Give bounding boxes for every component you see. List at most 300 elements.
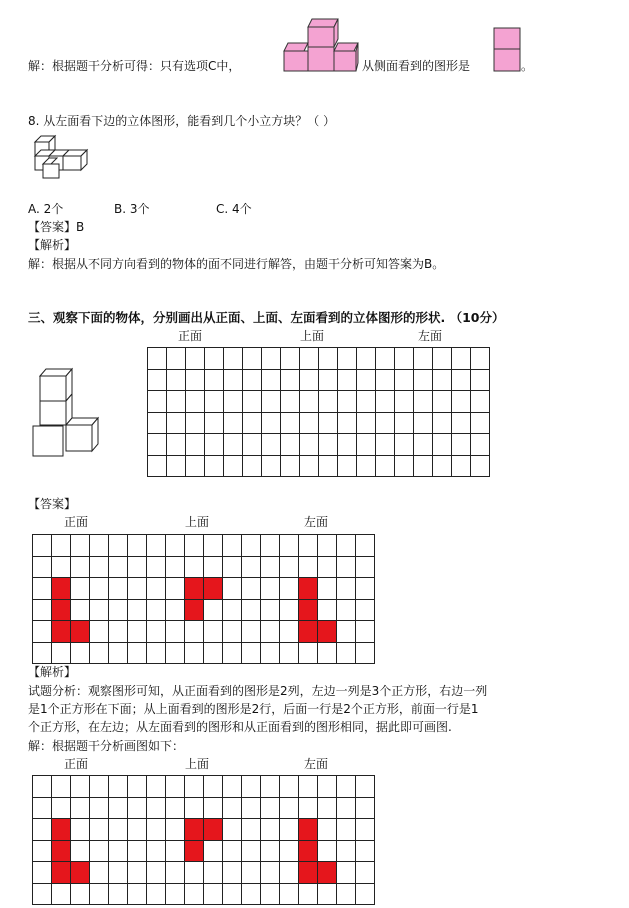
grid-cell (242, 557, 261, 579)
grid-cell[interactable] (300, 391, 319, 413)
grid-cell (90, 819, 109, 841)
grid-cell[interactable] (148, 434, 167, 456)
q8-question: 8. 从左面看下边的立体图形，能看到几个小立方块？（ ） (28, 114, 336, 128)
grid-cell (223, 841, 242, 863)
grid-cell[interactable] (148, 391, 167, 413)
grid-cell[interactable] (338, 370, 357, 392)
q8-analysis-label: 【解析】 (28, 238, 77, 252)
solution-label-left: 左面 (304, 757, 329, 771)
grid-cell[interactable] (148, 348, 167, 370)
grid-cell[interactable] (243, 434, 262, 456)
grid-cell[interactable] (300, 370, 319, 392)
grid-cell (33, 819, 52, 841)
grid-cell-filled (52, 841, 71, 863)
grid-cell[interactable] (414, 391, 433, 413)
q7-period: 。 (521, 59, 534, 73)
answer-label-left: 左面 (304, 515, 329, 529)
grid-cell[interactable] (243, 370, 262, 392)
grid-cell (204, 600, 223, 622)
grid-cell (223, 557, 242, 579)
grid-cell[interactable] (205, 413, 224, 435)
grid-cell[interactable] (319, 391, 338, 413)
grid-cell (109, 557, 128, 579)
grid-cell (147, 798, 166, 820)
grid-cell (280, 578, 299, 600)
grid-cell (71, 884, 90, 906)
grid-cell[interactable] (357, 391, 376, 413)
grid-cell[interactable] (148, 413, 167, 435)
grid-cell (242, 643, 261, 665)
grid-cell[interactable] (376, 391, 395, 413)
grid-cell (166, 776, 185, 798)
grid-cell[interactable] (243, 348, 262, 370)
grid-cell (33, 841, 52, 863)
grid-cell (337, 643, 356, 665)
grid-cell (356, 884, 375, 906)
q8-option-c: C. 4个 (216, 202, 252, 216)
grid-cell (90, 600, 109, 622)
grid-cell[interactable] (471, 434, 490, 456)
grid-cell[interactable] (262, 370, 281, 392)
grid-cell[interactable] (243, 456, 262, 478)
grid-cell[interactable] (224, 434, 243, 456)
view-label-left: 左面 (418, 329, 443, 343)
q8-cubes-figure (30, 134, 90, 182)
answer-grid (32, 534, 375, 664)
grid-cell (280, 557, 299, 579)
grid-cell (109, 884, 128, 906)
grid-cell-filled (299, 578, 318, 600)
grid-cell[interactable] (471, 370, 490, 392)
grid-cell (128, 862, 147, 884)
grid-cell (280, 841, 299, 863)
grid-cell (242, 600, 261, 622)
grid-cell (299, 776, 318, 798)
grid-cell (147, 535, 166, 557)
grid-cell (299, 884, 318, 906)
grid-cell (147, 841, 166, 863)
grid-cell[interactable] (262, 391, 281, 413)
grid-cell[interactable] (186, 413, 205, 435)
grid-cell[interactable] (433, 413, 452, 435)
grid-cell (337, 578, 356, 600)
grid-cell (109, 819, 128, 841)
grid-cell (318, 535, 337, 557)
section3-solution: 解：根据题干分析画图如下： (28, 739, 185, 753)
grid-cell[interactable] (319, 348, 338, 370)
grid-cell (337, 535, 356, 557)
grid-cell[interactable] (300, 434, 319, 456)
q8-solution: 解：根据从不同方向看到的物体的面不同进行解答，由题干分析可知答案为B。 (28, 257, 445, 271)
grid-cell[interactable] (395, 456, 414, 478)
grid-cell (52, 643, 71, 665)
grid-cell[interactable] (433, 348, 452, 370)
grid-cell[interactable] (414, 434, 433, 456)
grid-cell (204, 776, 223, 798)
grid-cell (90, 862, 109, 884)
grid-cell (33, 557, 52, 579)
grid-cell[interactable] (224, 391, 243, 413)
section3-answer-label: 【答案】 (28, 497, 77, 511)
grid-cell (356, 776, 375, 798)
solution-label-front: 正面 (64, 757, 89, 771)
grid-cell[interactable] (186, 434, 205, 456)
grid-cell (128, 535, 147, 557)
grid-cell (128, 798, 147, 820)
grid-cell[interactable] (205, 348, 224, 370)
grid-cell (337, 884, 356, 906)
grid-cell (223, 600, 242, 622)
grid-cell (52, 557, 71, 579)
grid-cell (185, 884, 204, 906)
grid-cell[interactable] (167, 456, 186, 478)
grid-cell[interactable] (148, 370, 167, 392)
grid-cell[interactable] (338, 456, 357, 478)
grid-cell-filled (52, 621, 71, 643)
grid-cell[interactable] (357, 370, 376, 392)
grid-cell (71, 798, 90, 820)
grid-cell (128, 557, 147, 579)
grid-cell (299, 557, 318, 579)
grid-cell[interactable] (281, 370, 300, 392)
grid-cell (299, 798, 318, 820)
grid-cell (318, 600, 337, 622)
grid-cell (166, 798, 185, 820)
grid-cell (185, 643, 204, 665)
grid-cell[interactable] (376, 370, 395, 392)
grid-cell (71, 776, 90, 798)
grid-cell (261, 578, 280, 600)
grid-cell (90, 535, 109, 557)
grid-cell (261, 621, 280, 643)
grid-cell-filled (318, 862, 337, 884)
grid-cell[interactable] (281, 434, 300, 456)
grid-cell (261, 535, 280, 557)
grid-cell (128, 819, 147, 841)
grid-cell (242, 841, 261, 863)
grid-cell (185, 798, 204, 820)
grid-cell[interactable] (262, 434, 281, 456)
grid-cell-filled (204, 819, 223, 841)
grid-cell (109, 798, 128, 820)
grid-cell (33, 578, 52, 600)
grid-cell (356, 600, 375, 622)
grid-cell (223, 535, 242, 557)
grid-cell (242, 621, 261, 643)
grid-cell (109, 776, 128, 798)
grid-cell[interactable] (376, 413, 395, 435)
grid-cell[interactable] (319, 456, 338, 478)
grid-cell (261, 643, 280, 665)
grid-cell[interactable] (395, 348, 414, 370)
grid-cell (52, 884, 71, 906)
grid-cell[interactable] (205, 456, 224, 478)
grid-cell (147, 643, 166, 665)
grid-cell (185, 557, 204, 579)
grid-cell[interactable] (376, 434, 395, 456)
grid-cell (242, 578, 261, 600)
grid-cell (128, 776, 147, 798)
grid-cell[interactable] (243, 413, 262, 435)
grid-cell (204, 557, 223, 579)
grid-cell[interactable] (452, 370, 471, 392)
grid-cell (223, 819, 242, 841)
grid-cell (90, 776, 109, 798)
grid-cell (109, 535, 128, 557)
grid-cell[interactable] (167, 348, 186, 370)
grid-cell[interactable] (224, 413, 243, 435)
pink-cubes-figure (282, 17, 360, 73)
grid-cell-filled (299, 600, 318, 622)
grid-cell (71, 600, 90, 622)
grid-cell-filled (185, 841, 204, 863)
grid-cell (280, 776, 299, 798)
grid-cell (318, 841, 337, 863)
grid-cell-filled (185, 819, 204, 841)
analysis-line-3: 个正方形，在左边；从左面看到的图形和从正面看到的图形相同，据此即可画图. (28, 720, 452, 734)
grid-cell[interactable] (433, 456, 452, 478)
grid-cell (71, 841, 90, 863)
grid-cell[interactable] (262, 348, 281, 370)
grid-cell (128, 841, 147, 863)
grid-cell[interactable] (414, 370, 433, 392)
grid-cell (280, 884, 299, 906)
grid-cell (109, 841, 128, 863)
grid-cell (356, 621, 375, 643)
grid-cell[interactable] (167, 391, 186, 413)
grid-cell (147, 600, 166, 622)
grid-cell[interactable] (433, 391, 452, 413)
grid-cell (318, 819, 337, 841)
grid-cell (128, 643, 147, 665)
grid-cell[interactable] (376, 348, 395, 370)
grid-cell (318, 643, 337, 665)
grid-cell[interactable] (471, 456, 490, 478)
grid-cell-filled (299, 862, 318, 884)
grid-cell[interactable] (186, 348, 205, 370)
grid-cell (204, 643, 223, 665)
grid-cell (337, 798, 356, 820)
grid-cell[interactable] (224, 456, 243, 478)
q8-option-b: B. 3个 (114, 202, 150, 216)
grid-cell[interactable] (471, 348, 490, 370)
grid-cell[interactable] (224, 348, 243, 370)
grid-cell[interactable] (414, 456, 433, 478)
grid-cell (166, 621, 185, 643)
grid-cell[interactable] (338, 434, 357, 456)
grid-cell[interactable] (300, 456, 319, 478)
grid-cell (128, 578, 147, 600)
grid-cell (280, 643, 299, 665)
view-label-top: 上面 (300, 329, 325, 343)
grid-cell (223, 798, 242, 820)
grid-cell (166, 600, 185, 622)
grid-cell (261, 862, 280, 884)
grid-cell (223, 884, 242, 906)
answer-label-front: 正面 (64, 515, 89, 529)
grid-cell (356, 798, 375, 820)
grid-cell (356, 819, 375, 841)
grid-cell (147, 862, 166, 884)
grid-cell[interactable] (167, 434, 186, 456)
grid-cell (337, 862, 356, 884)
empty-drawing-grid[interactable] (147, 347, 490, 477)
grid-cell-filled (71, 862, 90, 884)
grid-cell (242, 884, 261, 906)
grid-cell[interactable] (395, 370, 414, 392)
grid-cell[interactable] (281, 348, 300, 370)
grid-cell (147, 884, 166, 906)
grid-cell[interactable] (167, 413, 186, 435)
grid-cell-filled (299, 841, 318, 863)
grid-cell[interactable] (414, 348, 433, 370)
grid-cell[interactable] (414, 413, 433, 435)
grid-cell (166, 862, 185, 884)
grid-cell[interactable] (262, 413, 281, 435)
grid-cell[interactable] (319, 434, 338, 456)
grid-cell (52, 776, 71, 798)
section3-cubes-figure (30, 366, 100, 462)
grid-cell (299, 643, 318, 665)
grid-cell (261, 798, 280, 820)
grid-cell[interactable] (281, 413, 300, 435)
grid-cell[interactable] (338, 413, 357, 435)
analysis-line-1: 试题分析：观察图形可知，从正面看到的图形是2列，左边一列是3个正方形，右边一列 (28, 684, 488, 698)
grid-cell (128, 621, 147, 643)
grid-cell (318, 884, 337, 906)
grid-cell[interactable] (433, 434, 452, 456)
grid-cell (204, 862, 223, 884)
grid-cell (356, 643, 375, 665)
grid-cell (128, 884, 147, 906)
grid-cell-filled (185, 578, 204, 600)
grid-cell (90, 578, 109, 600)
grid-cell (337, 621, 356, 643)
grid-cell[interactable] (452, 413, 471, 435)
grid-cell (261, 600, 280, 622)
grid-cell (147, 819, 166, 841)
grid-cell-filled (204, 578, 223, 600)
grid-cell (109, 578, 128, 600)
grid-cell[interactable] (395, 391, 414, 413)
grid-cell (109, 862, 128, 884)
grid-cell (166, 841, 185, 863)
grid-cell (242, 819, 261, 841)
analysis-line-2: 是1个正方形在下面；从上面看到的图形是2行，后面一行是2个正方形，前面一行是1 (28, 702, 479, 716)
grid-cell (337, 776, 356, 798)
grid-cell-filled (52, 862, 71, 884)
grid-cell (261, 884, 280, 906)
grid-cell[interactable] (205, 370, 224, 392)
grid-cell[interactable] (205, 434, 224, 456)
grid-cell[interactable] (357, 434, 376, 456)
grid-cell (337, 819, 356, 841)
grid-cell[interactable] (319, 413, 338, 435)
grid-cell (147, 578, 166, 600)
grid-cell[interactable] (262, 456, 281, 478)
grid-cell (223, 862, 242, 884)
grid-cell (90, 884, 109, 906)
grid-cell-filled (71, 621, 90, 643)
grid-cell (242, 798, 261, 820)
grid-cell (33, 600, 52, 622)
grid-cell (109, 621, 128, 643)
grid-cell[interactable] (433, 370, 452, 392)
grid-cell[interactable] (205, 391, 224, 413)
grid-cell[interactable] (357, 348, 376, 370)
q8-option-a: A. 2个 (28, 202, 64, 216)
grid-cell (280, 535, 299, 557)
grid-cell (128, 600, 147, 622)
view-label-front: 正面 (178, 329, 203, 343)
grid-cell (280, 862, 299, 884)
grid-cell (223, 578, 242, 600)
grid-cell[interactable] (224, 370, 243, 392)
grid-cell (356, 578, 375, 600)
grid-cell (299, 535, 318, 557)
grid-cell[interactable] (243, 391, 262, 413)
grid-cell[interactable] (148, 456, 167, 478)
grid-cell (90, 798, 109, 820)
grid-cell[interactable] (186, 391, 205, 413)
grid-cell (90, 643, 109, 665)
grid-cell (185, 535, 204, 557)
grid-cell (71, 557, 90, 579)
grid-cell (318, 798, 337, 820)
grid-cell[interactable] (319, 370, 338, 392)
grid-cell (185, 621, 204, 643)
grid-cell[interactable] (357, 456, 376, 478)
grid-cell[interactable] (281, 456, 300, 478)
grid-cell[interactable] (338, 391, 357, 413)
grid-cell[interactable] (186, 370, 205, 392)
grid-cell[interactable] (471, 413, 490, 435)
grid-cell[interactable] (167, 370, 186, 392)
grid-cell[interactable] (300, 348, 319, 370)
grid-cell[interactable] (452, 391, 471, 413)
grid-cell (242, 862, 261, 884)
grid-cell (280, 621, 299, 643)
grid-cell (33, 535, 52, 557)
grid-cell[interactable] (452, 348, 471, 370)
grid-cell (71, 578, 90, 600)
grid-cell[interactable] (452, 434, 471, 456)
grid-cell[interactable] (395, 413, 414, 435)
grid-cell (33, 621, 52, 643)
grid-cell[interactable] (357, 413, 376, 435)
grid-cell (185, 776, 204, 798)
grid-cell (204, 884, 223, 906)
grid-cell (280, 798, 299, 820)
grid-cell (261, 557, 280, 579)
grid-cell[interactable] (281, 391, 300, 413)
grid-cell (318, 557, 337, 579)
section3-analysis-label: 【解析】 (28, 665, 77, 679)
grid-cell[interactable] (471, 391, 490, 413)
grid-cell[interactable] (338, 348, 357, 370)
grid-cell[interactable] (300, 413, 319, 435)
grid-cell (337, 557, 356, 579)
grid-cell[interactable] (186, 456, 205, 478)
grid-cell (261, 819, 280, 841)
grid-cell[interactable] (452, 456, 471, 478)
grid-cell (280, 600, 299, 622)
grid-cell (90, 557, 109, 579)
grid-cell[interactable] (376, 456, 395, 478)
grid-cell[interactable] (395, 434, 414, 456)
grid-cell (147, 776, 166, 798)
grid-cell (223, 776, 242, 798)
